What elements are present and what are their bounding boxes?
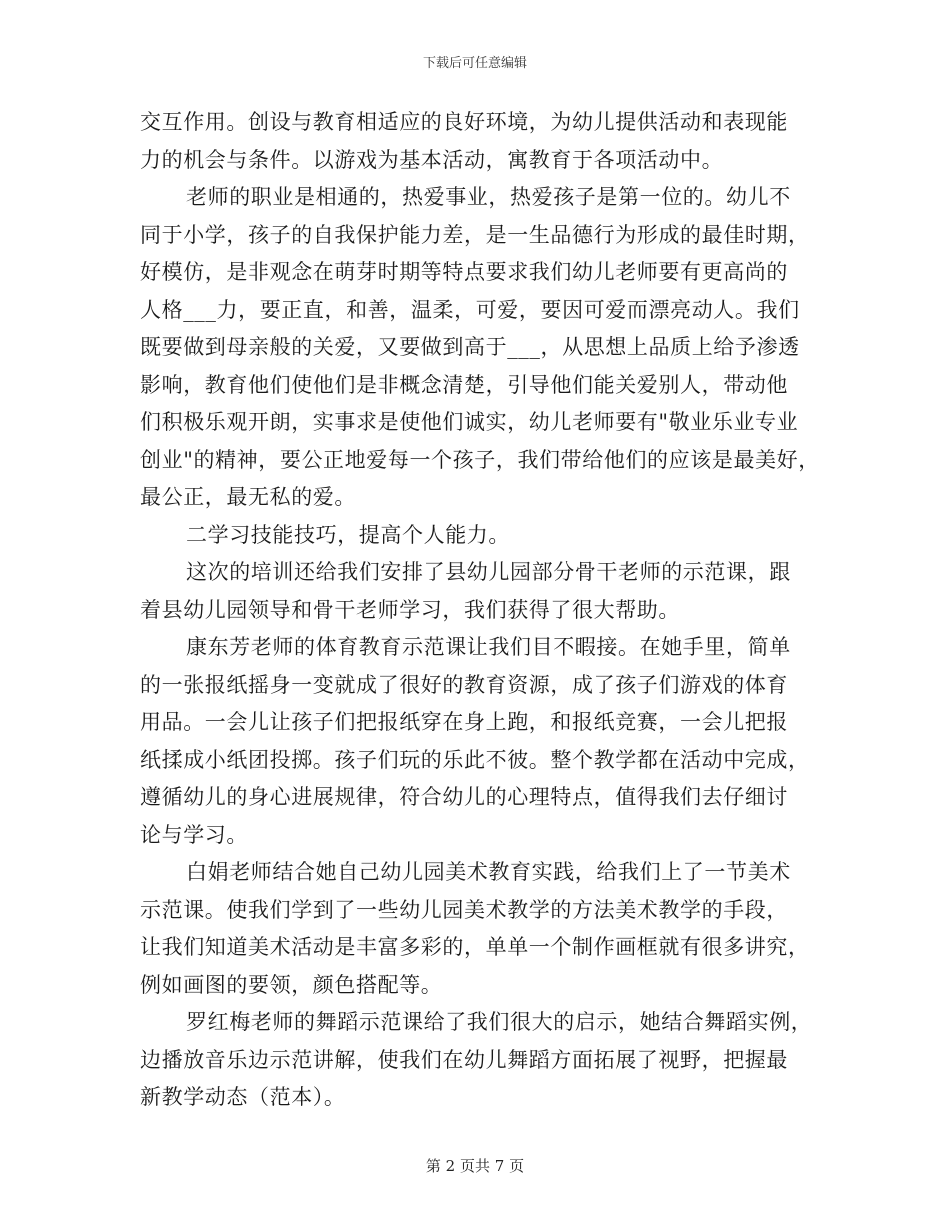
page-header: 下载后可任意编辑 xyxy=(422,56,527,71)
text-line: 交互作用。创设与教育相适应的良好环境，为幼儿提供活动和表现能 xyxy=(140,110,788,134)
text-line: 们积极乐观开朗，实事求是使他们诚实，幼儿老师要有"敬业乐业专业 xyxy=(140,410,799,434)
text-line: 老师的职业是相通的，热爱事业，热爱孩子是第一位的。幼儿不 xyxy=(186,185,791,209)
text-line: 边播放音乐边示范讲解，使我们在幼儿舞蹈方面拓展了视野，把握最 xyxy=(140,1047,788,1072)
section-heading: 二学习技能技巧，提高个人能力。 xyxy=(186,522,510,547)
text-line: 例如画图的要领，颜色搭配等。 xyxy=(140,972,443,997)
text-line: 力的机会与条件。以游戏为基本活动，寓教育于各项活动中。 xyxy=(140,147,724,172)
text-line: 让我们知道美术活动是丰富多彩的，单单一个制作画框就有很多讲究， xyxy=(140,935,810,959)
text-line: 纸揉成小纸团投掷。孩子们玩的乐此不彼。整个教学都在活动中完成， xyxy=(140,747,810,772)
text-line: 人格___力，要正直，和善，温柔，可爱，要因可爱而漂亮动人。我们 xyxy=(140,297,800,322)
text-line: 既要做到母亲般的关爱，又要做到高于___，从思想上品质上给予渗透 xyxy=(140,335,800,359)
text-line: 论与学习。 xyxy=(140,822,248,847)
text-line: 罗红梅老师的舞蹈示范课给了我们很大的启示，她结合舞蹈实例， xyxy=(186,1010,813,1034)
text-line: 新教学动态（范本）。 xyxy=(140,1085,346,1109)
text-line: 好模仿，是非观念在萌芽时期等特点要求我们幼儿老师要有更高尚的 xyxy=(140,260,788,284)
text-line: 康东芳老师的体育教育示范课让我们目不暇接。在她手里，简单 xyxy=(186,635,791,659)
text-line: 同于小学，孩子的自我保护能力差，是一生品德行为形成的最佳时期， xyxy=(140,222,810,247)
text-line: 这次的培训还给我们安排了县幼儿园部分骨干老师的示范课，跟 xyxy=(186,560,791,584)
text-line: 最公正，最无私的爱。 xyxy=(140,485,356,509)
text-line: 的一张报纸摇身一变就成了很好的教育资源，成了孩子们游戏的体育 xyxy=(140,672,788,697)
page-number: 第 2 页共 7 页 xyxy=(425,1157,525,1175)
text-line: 创业"的精神，要公正地爱每一个孩子，我们带给他们的应该是最美好， xyxy=(140,447,820,472)
text-line: 用品。一会儿让孩子们把报纸穿在身上跑，和报纸竞赛，一会儿把报 xyxy=(140,710,788,734)
document-body xyxy=(140,104,820,1117)
text-line: 着县幼儿园领导和骨干老师学习，我们获得了很大帮助。 xyxy=(140,597,680,622)
text-line: 白娟老师结合她自己幼儿园美术教育实践，给我们上了一节美术 xyxy=(186,860,791,884)
text-line: 影响，教育他们使他们是非概念清楚，引导他们能关爱别人，带动他 xyxy=(140,372,788,397)
text-line: 示范课。使我们学到了一些幼儿园美术教学的方法美术教学的手段， xyxy=(140,897,788,922)
text-line: 遵循幼儿的身心进展规律，符合幼儿的心理特点，值得我们去仔细讨 xyxy=(140,785,788,809)
